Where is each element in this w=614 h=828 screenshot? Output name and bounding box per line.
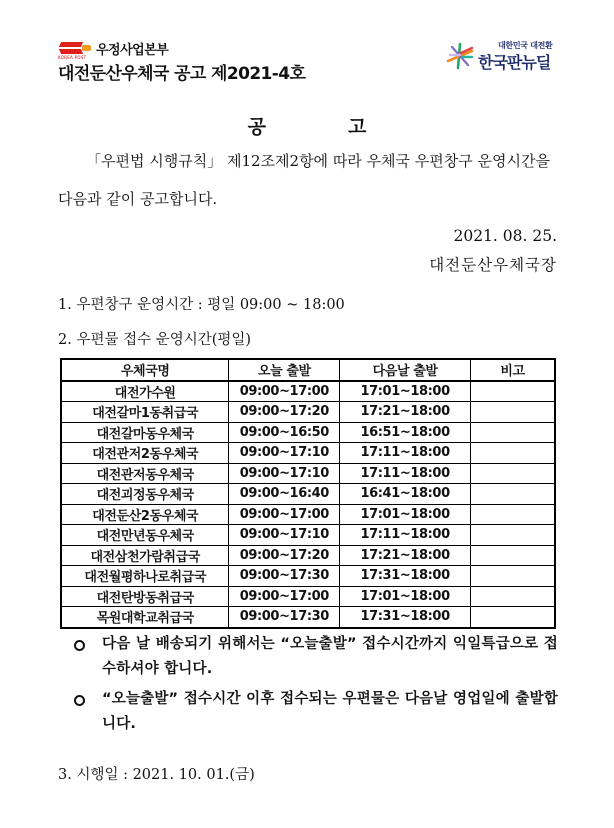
office-name: 대전갈마1동취급국 — [61, 402, 229, 423]
next-day-departure: 16:51~18:00 — [340, 422, 471, 443]
remarks — [470, 566, 555, 587]
table-header-row — [61, 359, 555, 381]
table-row — [61, 484, 555, 505]
header-next-day-departure: 다음날 출발 — [340, 359, 471, 381]
next-day-departure: 16:41~18:00 — [340, 484, 471, 505]
table-row — [61, 443, 555, 464]
intro-paragraph-line-2: 다음과 같이 공고합니다. — [58, 190, 218, 208]
today-departure: 09:00~16:40 — [229, 484, 340, 505]
today-departure: 09:00~17:10 — [229, 525, 340, 546]
today-departure: 09:00~17:10 — [229, 443, 340, 464]
today-departure: 09:00~17:00 — [229, 381, 340, 402]
next-day-departure: 17:21~18:00 — [340, 545, 471, 566]
table-row — [61, 525, 555, 546]
table-row — [61, 504, 555, 525]
org-line — [58, 38, 305, 58]
notice-date: 2021. 08. 25. — [453, 227, 557, 245]
next-day-departure: 17:11~18:00 — [340, 443, 471, 464]
new-deal-subtitle: 대한민국 대전환 — [498, 41, 553, 50]
remarks — [470, 402, 555, 423]
circle-bullet-icon — [74, 695, 85, 706]
office-name: 대전둔산2동우체국 — [61, 504, 229, 525]
note-item — [72, 632, 558, 682]
notes-list — [72, 632, 558, 742]
today-departure: 09:00~17:10 — [229, 463, 340, 484]
header-office-name: 우체국명 — [61, 359, 229, 381]
table-row — [61, 402, 555, 423]
next-day-departure: 17:01~18:00 — [340, 586, 471, 607]
notice-number: 대전둔산우체국 공고 제2021-4호 — [58, 64, 306, 84]
note-item — [72, 687, 558, 737]
korean-new-deal-icon — [446, 42, 474, 70]
office-name: 대전관저동우체국 — [61, 463, 229, 484]
table-row — [61, 607, 555, 628]
today-departure: 09:00~17:30 — [229, 607, 340, 628]
office-name: 대전관저2동우체국 — [61, 443, 229, 464]
item-acceptance-hours: 2. 우편물 접수 운영시간(평일) — [58, 332, 252, 348]
today-departure: 09:00~17:20 — [229, 545, 340, 566]
new-deal-title: 한국판뉴딜 — [478, 53, 551, 72]
table-row — [61, 463, 555, 484]
next-day-departure: 17:31~18:00 — [340, 607, 471, 628]
remarks — [470, 607, 555, 628]
next-day-departure: 17:21~18:00 — [340, 402, 471, 423]
next-day-departure: 17:01~18:00 — [340, 381, 471, 402]
office-name: 대전탄방동취급국 — [61, 586, 229, 607]
intro-paragraph-line-1: 「우편법 시행규칙」 제12조제2항에 따라 우체국 우편창구 운영시간을 — [86, 152, 550, 170]
korean-new-deal-logo — [446, 38, 576, 74]
next-day-departure: 17:11~18:00 — [340, 463, 471, 484]
office-name: 대전괴정동우체국 — [61, 484, 229, 505]
next-day-departure: 17:11~18:00 — [340, 525, 471, 546]
remarks — [470, 545, 555, 566]
remarks — [470, 463, 555, 484]
office-name: 대전가수원 — [61, 381, 229, 402]
note-text: 다음 날 배송되기 위해서는 “오늘출발” 접수시간까지 익일특급으로 접수하셔야 합니다. — [102, 636, 558, 677]
today-departure: 09:00~16:50 — [229, 422, 340, 443]
schedule-table — [60, 358, 556, 629]
remarks — [470, 586, 555, 607]
remarks — [470, 422, 555, 443]
remarks — [470, 504, 555, 525]
today-departure: 09:00~17:30 — [229, 566, 340, 587]
page-title — [0, 112, 614, 139]
next-day-departure: 17:01~18:00 — [340, 504, 471, 525]
today-departure: 09:00~17:20 — [229, 402, 340, 423]
org-name: 우정사업본부 — [96, 42, 169, 58]
notice-header — [58, 38, 305, 84]
remarks — [470, 484, 555, 505]
korea-post-logo-icon: KOREA POST — [58, 39, 92, 57]
office-name: 대전갈마동우체국 — [61, 422, 229, 443]
header-today-departure: 오늘 출발 — [229, 359, 340, 381]
circle-bullet-icon — [74, 640, 85, 651]
office-name: 대전만년동우체국 — [61, 525, 229, 546]
table-row — [61, 586, 555, 607]
item-effective-date: 3. 시행일 : 2021. 10. 01.(금) — [58, 767, 255, 783]
notice-signer: 대전둔산우체국장 — [429, 256, 557, 274]
office-name: 대전월평하나로취급국 — [61, 566, 229, 587]
today-departure: 09:00~17:00 — [229, 504, 340, 525]
table-row — [61, 422, 555, 443]
header-remarks: 비고 — [470, 359, 555, 381]
today-departure: 09:00~17:00 — [229, 586, 340, 607]
remarks — [470, 525, 555, 546]
table-row — [61, 381, 555, 402]
office-name: 대전삼천가람취급국 — [61, 545, 229, 566]
table-row — [61, 566, 555, 587]
table-row — [61, 545, 555, 566]
note-text: “오늘출발” 접수시간 이후 접수되는 우편물은 다음날 영업일에 출발합니다. — [102, 691, 558, 732]
remarks — [470, 381, 555, 402]
title-char-2: 고 — [348, 116, 367, 138]
title-char-1: 공 — [247, 116, 266, 138]
office-name: 목원대학교취급국 — [61, 607, 229, 628]
remarks — [470, 443, 555, 464]
next-day-departure: 17:31~18:00 — [340, 566, 471, 587]
item-window-hours: 1. 우편창구 운영시간 : 평일 09:00 ~ 18:00 — [58, 297, 345, 313]
